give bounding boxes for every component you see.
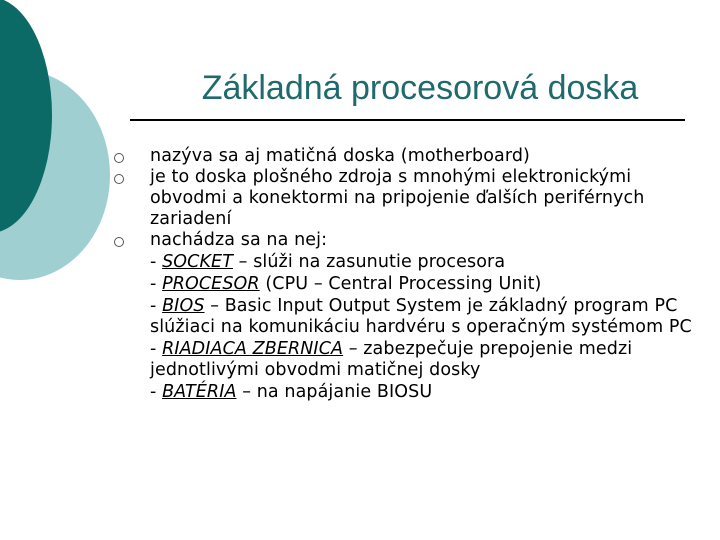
term-bios: BIOS	[162, 296, 205, 316]
bullet-text: nachádza sa na nej:	[150, 230, 328, 250]
term-procesor: PROCESOR	[162, 274, 260, 294]
bullet-text: nazýva sa aj matičná doska (motherboard)	[150, 146, 530, 166]
description: – Basic Input Output System je základný program PC slúžiaci na komunikáciu hardvéru s operačným systémom PC	[150, 296, 692, 337]
dash: -	[150, 274, 163, 294]
term-bateria: BATÉRIA	[162, 382, 237, 402]
component-riadiaca-zbernica	[110, 339, 710, 381]
hollow-circle-icon	[114, 153, 124, 163]
component-bateria	[110, 382, 710, 403]
bullet-item-2	[110, 167, 710, 230]
title-underline-rule	[130, 119, 685, 121]
component-socket	[110, 252, 710, 273]
dash: -	[150, 339, 163, 359]
description: – zabezpečuje prepojenie medzi jednotlivými obvodmi matičnej dosky	[150, 339, 633, 380]
term-riadiaca-zbernica: RIADIACA ZBERNICA	[162, 339, 344, 359]
dash: -	[150, 382, 163, 402]
slide-content	[110, 146, 710, 403]
bullet-text: je to doska plošného zdroja s mnohými elektronickými obvodmi a konektormi na pripojenie ďalších periférnych zariadení	[150, 167, 645, 229]
component-bios	[110, 296, 710, 338]
term-socket: SOCKET	[162, 252, 234, 272]
dash: -	[150, 252, 163, 272]
dash: -	[150, 296, 163, 316]
bullet-item-3	[110, 230, 710, 251]
description: – slúži na zasunutie procesora	[233, 252, 506, 272]
hollow-circle-icon	[114, 174, 124, 184]
slide-title: Základná procesorová doska	[201, 69, 639, 107]
bullet-item-1	[110, 146, 710, 167]
description: – na napájanie BIOSU	[236, 382, 433, 402]
component-procesor	[110, 274, 710, 295]
description: (CPU – Central Processing Unit)	[259, 274, 542, 294]
hollow-circle-icon	[114, 237, 124, 247]
